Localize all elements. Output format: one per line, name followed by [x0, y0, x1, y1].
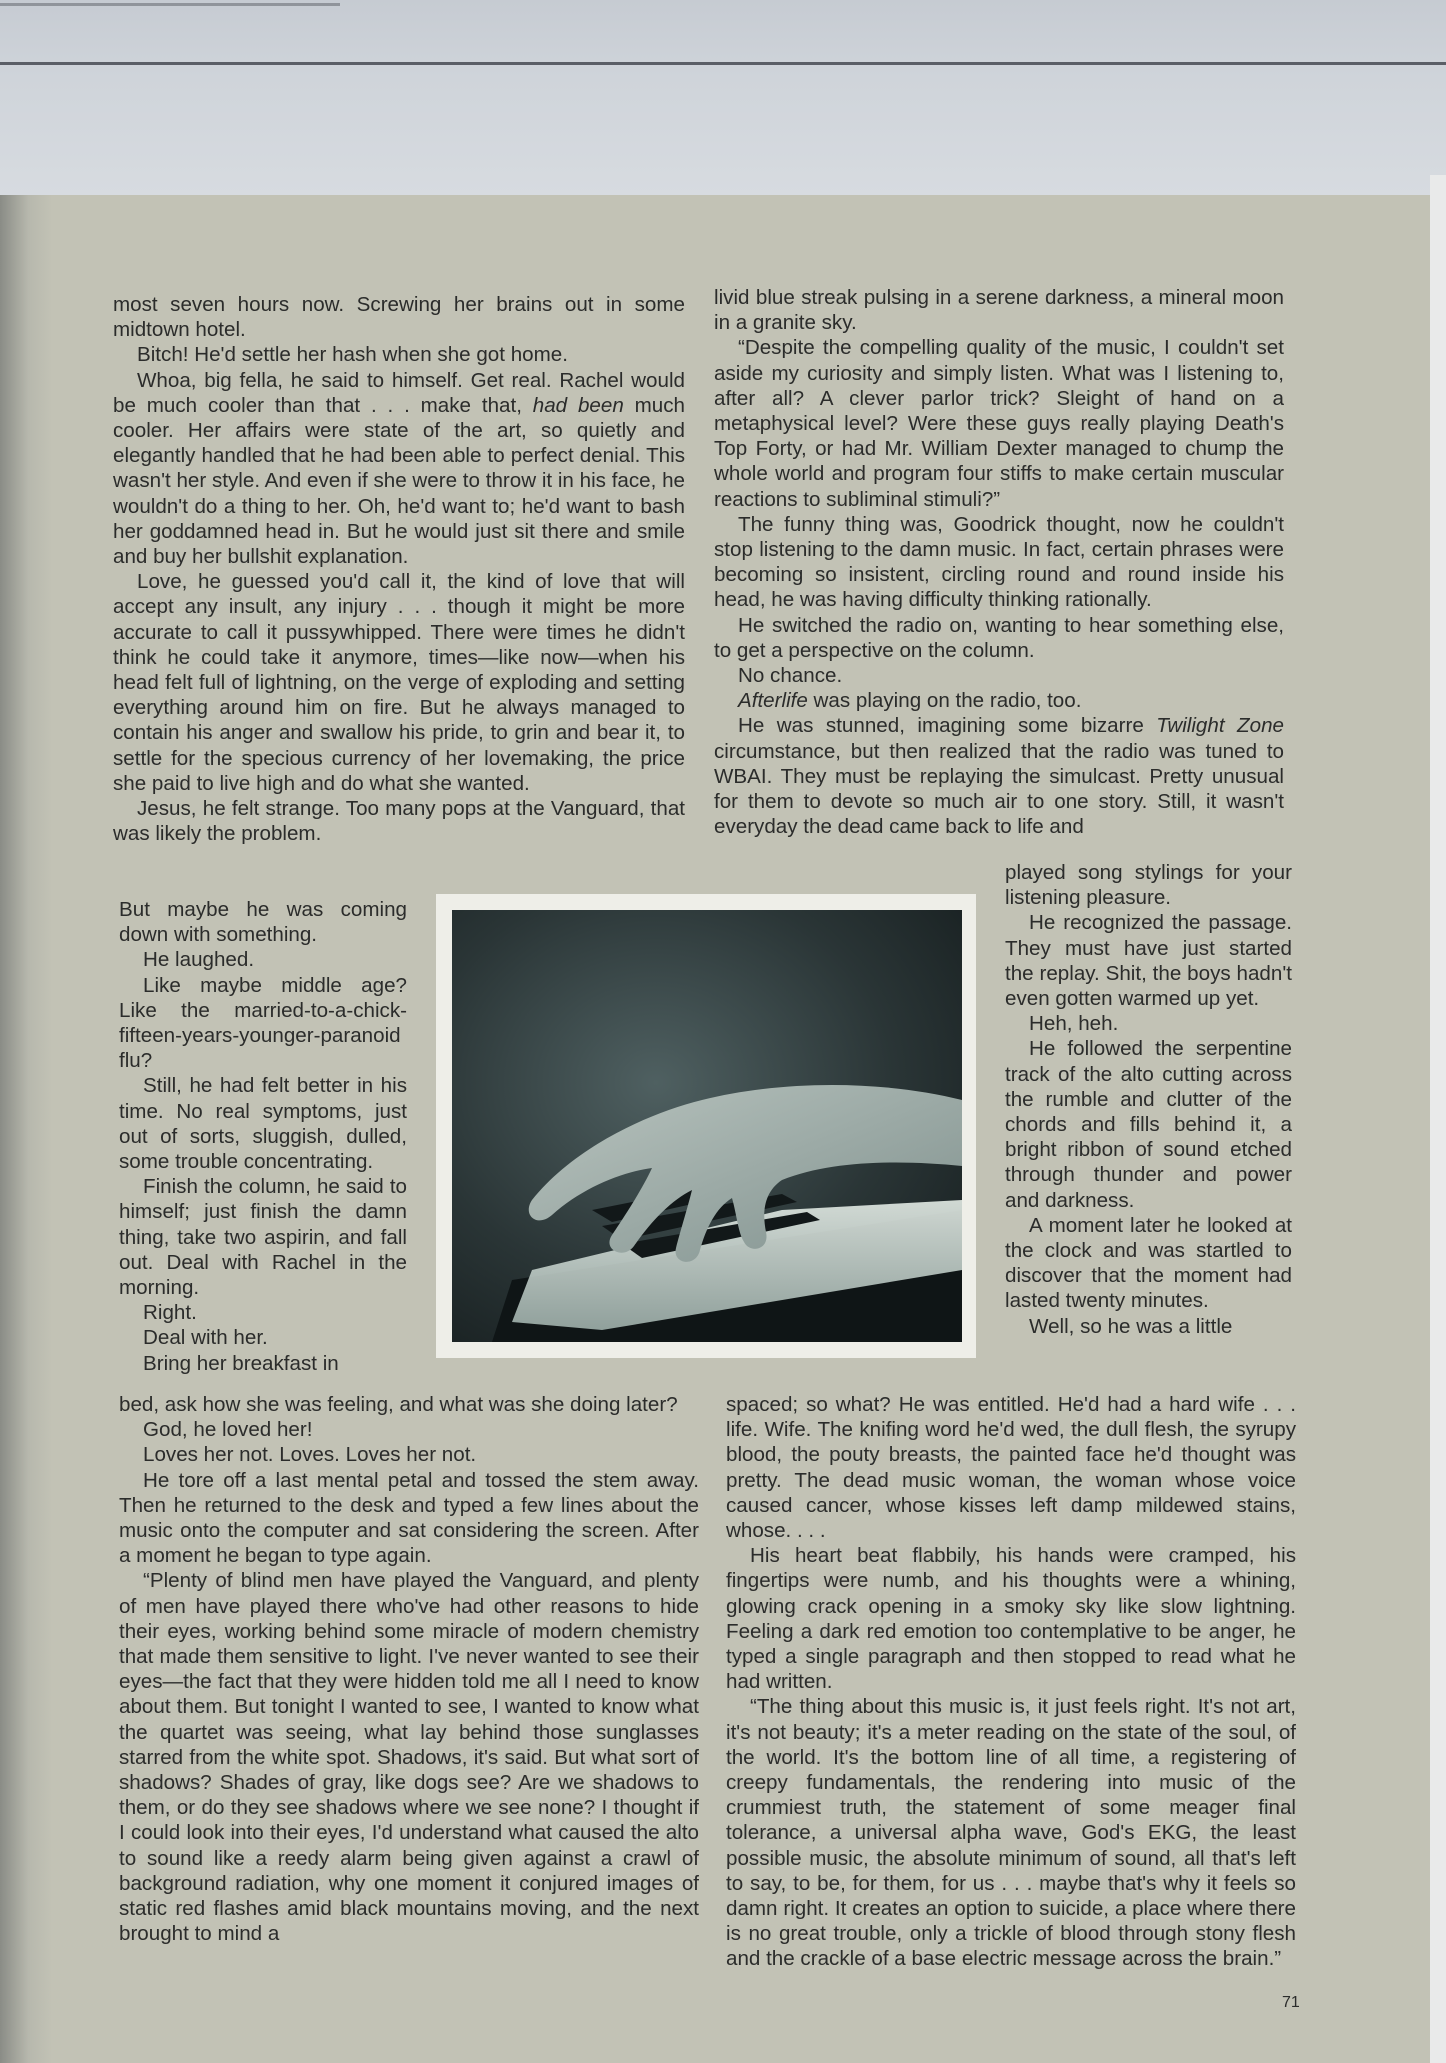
left-column-top	[113, 292, 685, 846]
paragraph: He laughed.	[143, 948, 255, 972]
scan-artifact-line	[0, 3, 340, 6]
paragraph: Like maybe middle age? Like the married-to-a-chick-fifteen-years-younger-paranoid flu?	[119, 973, 407, 1073]
left-column-bottom	[119, 1392, 699, 1946]
scan-artifact-line	[0, 62, 1446, 65]
paragraph: No chance.	[738, 664, 843, 688]
paragraph: livid blue streak pulsing in a serene darkness, a mineral moon in a granite sky.	[714, 286, 1284, 335]
paragraph: Finish the column, he said to himself; just finish the damn thing, take two aspirin, and fall out. Deal with Rachel in the morning.	[119, 1175, 407, 1300]
paragraph: Loves her not. Loves. Loves her not.	[143, 1443, 477, 1467]
paragraph: Right.	[143, 1301, 197, 1325]
paragraph: Heh, heh.	[1029, 1012, 1119, 1036]
paragraph: “Plenty of blind men have played the Vanguard, and plenty of men have played there who've had other reasons to hide their eyes, working behind some miracle of modern chemistry that made them sensitive to light. I've never wanted to see their eyes—the fact that they were hidden told me all I need to know about them. But tonight I wanted to see, I wanted to know what the quartet was seeing, what lay behind those sunglasses starred from the white spot. Shadows, it's said. But what sort of shadows? Shades of gray, like dogs see? Are we shadows to them, or do they see shadows where we see none? I thought if I could look into their eyes, I'd understand what caused the alto to sound like a reedy alarm being given against a crawl of background radiation, why one moment it conjured images of static red flashes amid black mountains moving, and the next brought to mind a	[119, 1569, 699, 1946]
paragraph: The funny thing was, Goodrick thought, now he couldn't stop listening to the damn music. In fact, certain phrases were becoming so insistent, circling round and round inside his head, he was having difficulty thinking rationally.	[714, 512, 1284, 612]
paragraph: He tore off a last mental petal and tossed the stem away. Then he returned to the desk and typed a few lines about the music onto the computer and sat considering the screen. After a moment he began to type again.	[119, 1468, 699, 1568]
paragraph: God, he loved her!	[143, 1418, 313, 1442]
paragraph: Still, he had felt better in his time. No real symptoms, just out of sorts, sluggish, dulled, some trouble concentrating.	[119, 1074, 407, 1174]
paragraph: Love, he guessed you'd call it, the kind of love that will accept any insult, any injury . . . though it might be more accurate to call it pussywhipped. There were times he didn't think he could take it anymore, times—like now—when his head felt full of lightning, on the verge of exploding and setting everything around him on fire. But he always managed to contain his anger and swallow his pride, to grin and bear it, to settle for the specious currency of her lovemaking, the price she paid to live high and do what she wanted.	[113, 570, 685, 795]
hand-on-piano-keys-illustration	[452, 910, 962, 1342]
paragraph: Well, so he was a little	[1029, 1314, 1233, 1338]
piano-hand-art	[452, 910, 962, 1342]
paragraph: Deal with her.	[143, 1326, 268, 1350]
paragraph: He followed the serpentine track of the alto cutting across the rumble and clutter of the chords and fills behind it, a bright ribbon of sound etched through thunder and power and darkness.	[1005, 1037, 1292, 1212]
paragraph: He recognized the passage. They must have just started the replay. Shit, the boys hadn't even gotten warmed up yet.	[1005, 911, 1292, 1011]
paragraph: spaced; so what? He was entitled. He'd had a hard wife . . . life. Wife. The knifing word he'd wed, the dull flesh, the syrupy blood, the pouty breasts, the painted face he'd thought was pretty. The dead music woman, the woman whose voice caused cancer, whose kisses left damp mildewed stains, whose. . . .	[726, 1393, 1296, 1543]
paragraph: Afterlife was playing on the radio, too.	[738, 689, 1082, 713]
paragraph: “Despite the compelling quality of the music, I couldn't set aside my curiosity and simply listen. What was I listening to, after all? A clever parlor trick? Sleight of hand on a metaphysical level? Were these guys really playing Death's Top Forty, or had Mr. William Dexter managed to chump the whole world and program four stiffs to make certain muscular reactions to subliminal stimuli?”	[714, 336, 1284, 511]
paragraph: A moment later he looked at the clock and was startled to discover that the moment had lasted twenty minutes.	[1005, 1213, 1292, 1313]
paragraph: Bitch! He'd settle her hash when she got home.	[137, 343, 568, 367]
page-number: 71	[1282, 1994, 1300, 2011]
paragraph: He was stunned, imagining some bizarre Twilight Zone circumstance, but then realized that the radio was tuned to WBAI. They must be replaying the simulcast. Pretty unusual for them to devote so much air to one story. Still, it wasn't everyday the dead came back to life and	[714, 714, 1284, 839]
right-column-narrow	[1005, 860, 1292, 1339]
page-gutter	[0, 195, 52, 2063]
paragraph: Jesus, he felt strange. Too many pops at the Vanguard, that was likely the problem.	[113, 797, 685, 846]
paragraph: “The thing about this music is, it just feels right. It's not art, it's not beauty; it's a meter reading on the state of the soul, of the world. It's the bottom line of all time, a registering of creepy fundamentals, the rendering into music of the crummiest truth, the statement of some meager final tolerance, a universal alpha wave, God's EKG, the least possible music, the absolute minimum of sound, all that's left to say, to be, for them, for us . . . maybe that's why it feels so damn right. It creates an option to suicide, a place where there is no great trouble, only a trickle of blood through stony flesh and the crackle of a base electric message across the brain.”	[726, 1695, 1296, 1971]
paragraph: bed, ask how she was feeling, and what was she doing later?	[119, 1393, 678, 1416]
paragraph: Bring her breakfast in	[143, 1351, 339, 1375]
page-edge	[1430, 175, 1446, 2063]
scanner-margin	[0, 0, 1446, 195]
paragraph: He switched the radio on, wanting to hear something else, to get a perspective on the column.	[714, 613, 1284, 662]
paragraph: Whoa, big fella, he said to himself. Get real. Rachel would be much cooler than that . . . make that, had been much cooler. Her affairs were state of the art, so quietly and elegantly handled that he had been able to perfect denial. This wasn't her style. And even if she were to throw it in his face, he wouldn't do a thing to her. Oh, he'd want to; he'd want to bash her goddamned head in. But he would just sit there and smile and buy her bullshit explanation.	[113, 368, 685, 569]
right-column-top	[714, 285, 1284, 839]
left-column-narrow	[119, 897, 407, 1376]
paragraph: most seven hours now. Screwing her brains out in some midtown hotel.	[113, 293, 685, 342]
paragraph: played song stylings for your listening pleasure.	[1005, 861, 1292, 910]
paragraph: But maybe he was coming down with something.	[119, 898, 407, 947]
right-column-bottom	[726, 1392, 1296, 1972]
paragraph: His heart beat flabbily, his hands were cramped, his fingertips were numb, and his thoughts were a whining, glowing crack opening in a smoky sky like slow lightning. Feeling a dark red emotion too contemplative to be anger, he typed a single paragraph and then stopped to read what he had written.	[726, 1544, 1296, 1694]
